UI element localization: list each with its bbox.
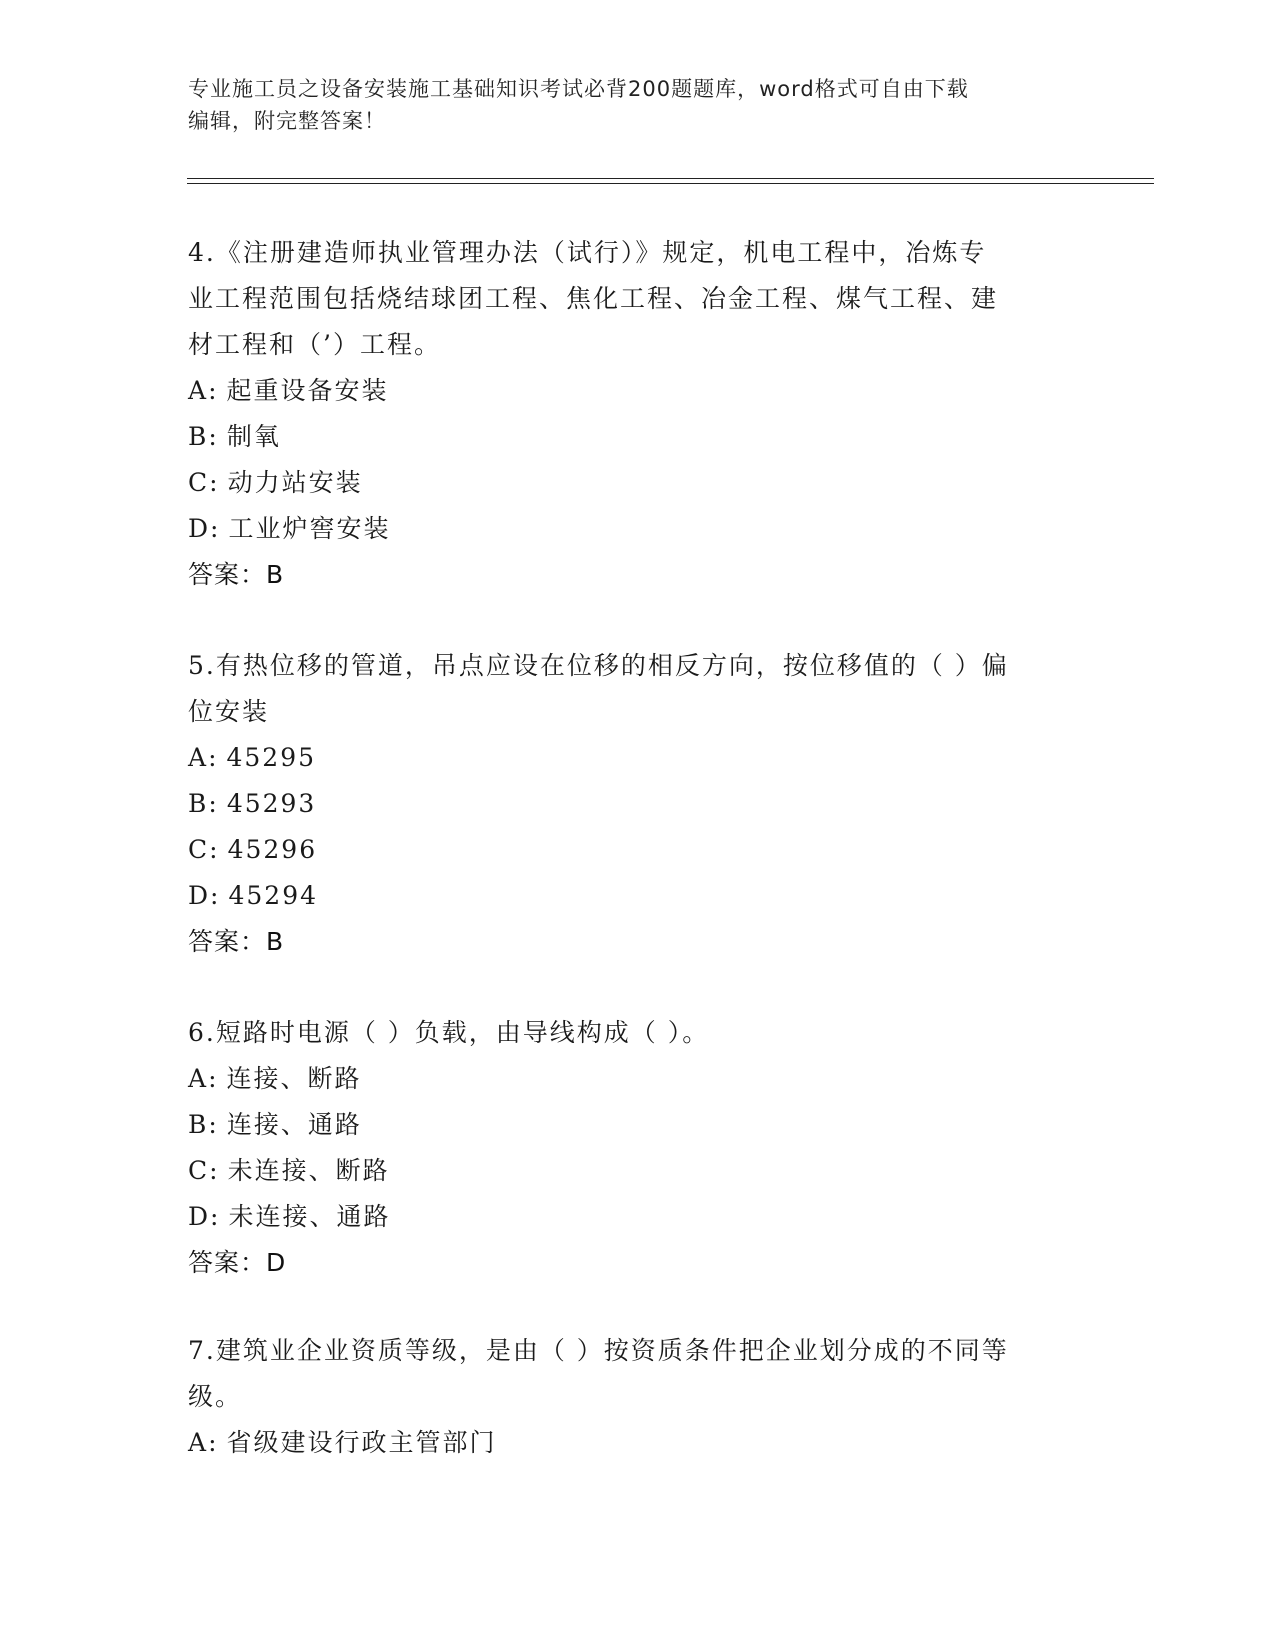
option-text: 45295	[226, 743, 317, 772]
document-header	[188, 73, 1068, 137]
question-number: 6.	[188, 1018, 216, 1047]
answer-label: 答案：	[188, 927, 267, 956]
option-letter: A	[188, 1064, 209, 1093]
question-4	[188, 230, 1088, 598]
option-letter: D	[188, 514, 211, 543]
option-letter: C	[188, 468, 210, 497]
answer-label: 答案：	[188, 1248, 267, 1277]
option-text: 未连接、断路	[227, 1156, 390, 1185]
option-letter: A	[188, 1428, 209, 1457]
question-text	[188, 230, 1088, 276]
option-letter: A	[188, 743, 209, 772]
option-b: B: 45293	[188, 781, 1088, 827]
option-text: 工业炉窖安装	[228, 514, 391, 543]
answer-line	[188, 919, 1088, 965]
option-c: C: 未连接、断路	[188, 1148, 1088, 1194]
option-c: C: 45296	[188, 827, 1088, 873]
question-line: 位安装	[188, 697, 270, 726]
question-line: 材工程和（’）工程。	[188, 330, 441, 359]
answer-value: B	[266, 560, 285, 589]
option-text: 45296	[227, 835, 318, 864]
question-6	[188, 1010, 1088, 1286]
option-letter: B	[188, 789, 209, 818]
option-text: 连接、断路	[226, 1064, 362, 1093]
question-number: 5.	[188, 651, 216, 680]
question-line: 级。	[188, 1382, 243, 1411]
question-7	[188, 1328, 1088, 1466]
option-b: B: 制氧	[188, 414, 1088, 460]
option-letter: D	[188, 1202, 211, 1231]
option-text: 连接、通路	[226, 1110, 362, 1139]
option-b: B: 连接、通路	[188, 1102, 1088, 1148]
option-text: 制氧	[226, 422, 281, 451]
question-number: 7.	[188, 1336, 216, 1365]
option-c: C: 动力站安装	[188, 460, 1088, 506]
answer-label: 答案：	[188, 560, 267, 589]
option-a: A: 起重设备安装	[188, 368, 1088, 414]
option-letter: B	[188, 1110, 209, 1139]
header-divider-top	[187, 178, 1154, 179]
question-line: 《注册建造师执业管理办法（试行）》规定，机电工程中，冶炼专	[215, 238, 987, 267]
option-letter: A	[188, 376, 209, 405]
option-letter: C	[188, 1156, 210, 1185]
option-text: 45293	[226, 789, 317, 818]
option-a: A: 45295	[188, 735, 1088, 781]
option-d: D: 未连接、通路	[188, 1194, 1088, 1240]
header-line-1: 专业施工员之设备安装施工基础知识考试必背200题题库，word格式可自由下载	[188, 77, 969, 101]
answer-line	[188, 552, 1088, 598]
question-5	[188, 643, 1088, 965]
question-line: 有热位移的管道，吊点应设在位移的相反方向，按位移值的（ ）偏	[215, 651, 1009, 680]
question-line: 建筑业企业资质等级，是由（ ）按资质条件把企业划分成的不同等	[215, 1336, 1009, 1365]
option-d: D: 工业炉窖安装	[188, 506, 1088, 552]
question-text	[188, 1010, 1088, 1056]
option-text: 动力站安装	[227, 468, 363, 497]
question-line: 业工程范围包括烧结球团工程、焦化工程、冶金工程、煤气工程、建	[188, 284, 999, 313]
option-a: A: 连接、断路	[188, 1056, 1088, 1102]
question-text	[188, 1328, 1088, 1374]
option-a: A: 省级建设行政主管部门	[188, 1420, 1088, 1466]
option-letter: D	[188, 881, 211, 910]
answer-value: B	[266, 927, 285, 956]
option-text: 起重设备安装	[226, 376, 389, 405]
option-d: D: 45294	[188, 873, 1088, 919]
header-line-2: 编辑，附完整答案！	[188, 109, 386, 133]
option-letter: B	[188, 422, 209, 451]
answer-value: D	[266, 1248, 287, 1277]
question-number: 4.	[188, 238, 216, 267]
question-line: 短路时电源（ ）负载，由导线构成（ ）。	[215, 1018, 710, 1047]
option-text: 45294	[228, 881, 319, 910]
question-text	[188, 643, 1088, 689]
option-text: 省级建设行政主管部门	[226, 1428, 497, 1457]
option-letter: C	[188, 835, 210, 864]
answer-line	[188, 1240, 1088, 1286]
option-text: 未连接、通路	[228, 1202, 391, 1231]
header-divider-bottom	[187, 183, 1154, 184]
